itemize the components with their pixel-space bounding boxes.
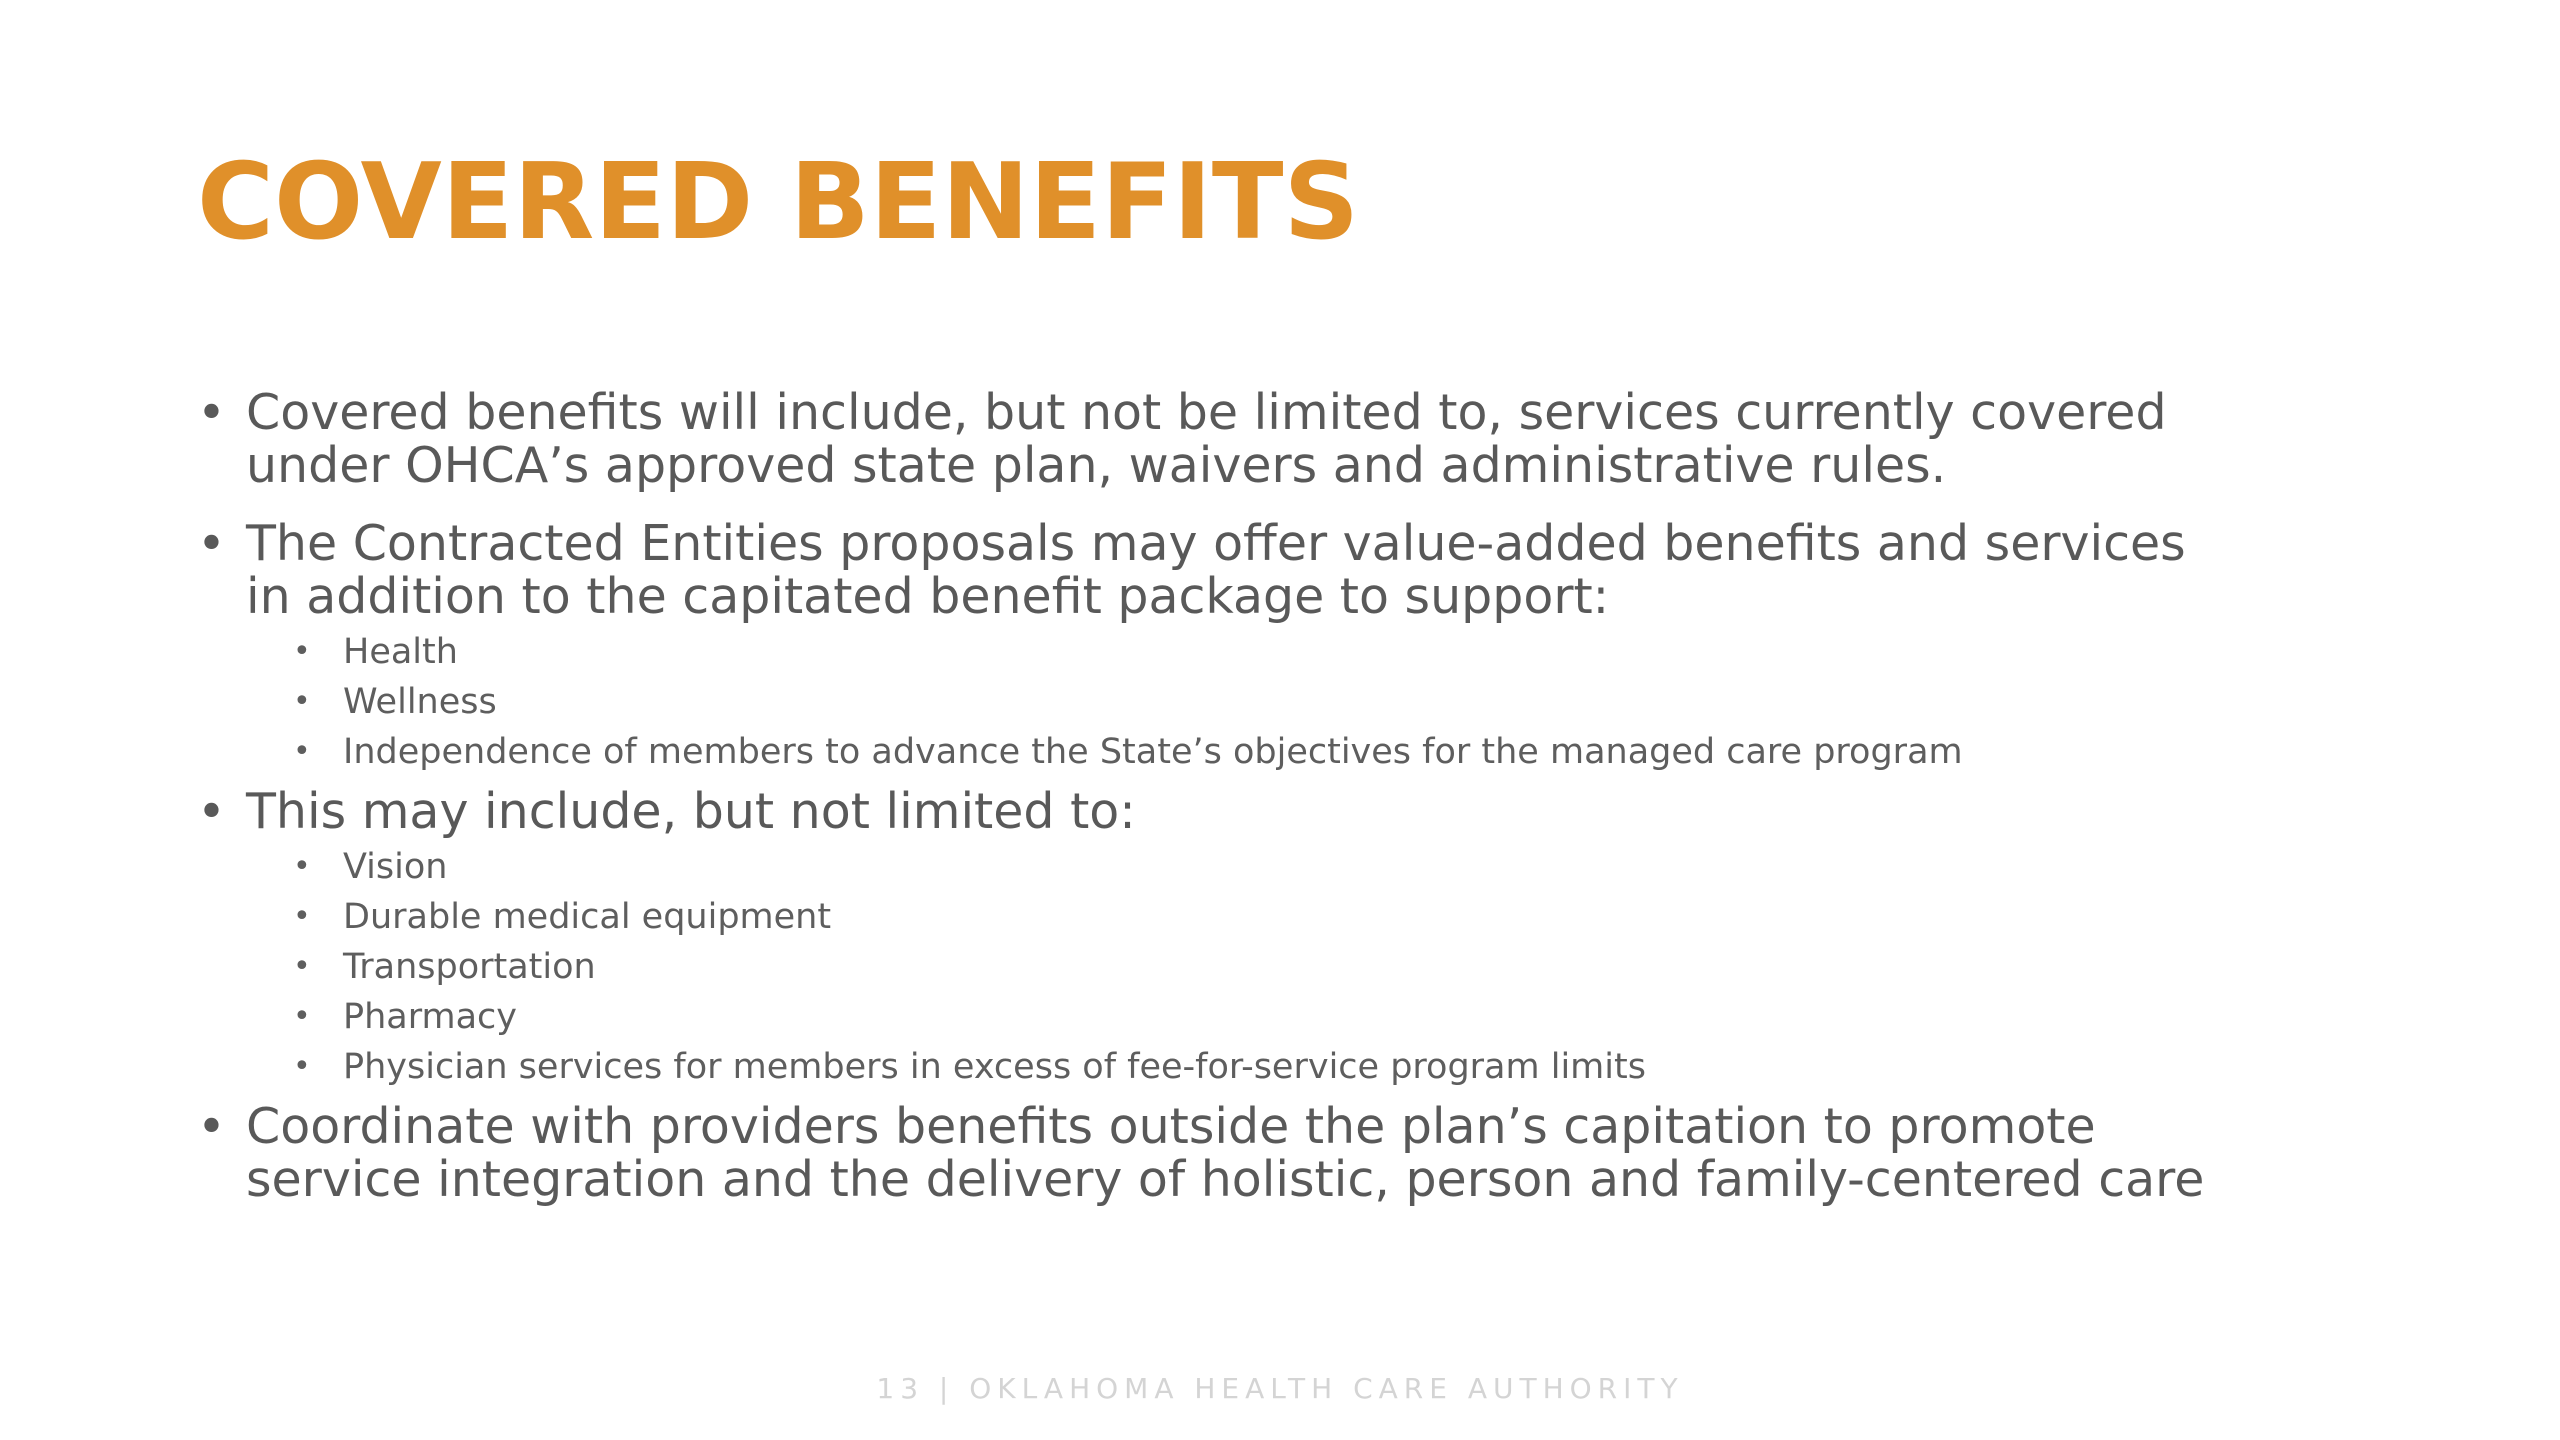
sub-bullet-text: Physician services for members in excess of fee-for-service program limits [343, 1047, 1646, 1087]
sub-bullet-text: Wellness [343, 682, 497, 722]
sub-bullet-list [197, 842, 2457, 1092]
sub-bullet-item [197, 727, 2457, 777]
bullet-list [197, 386, 2457, 1231]
bullet-text: Covered benefits will include, but not be limited to, services currently covered [246, 384, 2167, 441]
slide-title: COVERED BENEFITS [197, 141, 1360, 263]
sub-bullet-text: Independence of members to advance the State’s objectives for the managed care program [343, 732, 1963, 772]
bullet-dot-icon: • [293, 1049, 311, 1084]
bullet-dot-icon: • [293, 849, 311, 884]
sub-bullet-text: Transportation [343, 947, 596, 987]
bullet-item [197, 785, 2457, 838]
sub-bullet-text: Durable medical equipment [343, 897, 832, 937]
bullet-dot-icon: • [293, 999, 311, 1034]
sub-bullet-list [197, 627, 2457, 777]
sub-bullet-item [197, 677, 2457, 727]
bullet-dot-icon: • [197, 515, 226, 572]
bullet-dot-icon: • [293, 634, 311, 669]
sub-bullet-item [197, 842, 2457, 892]
sub-bullet-item [197, 1042, 2457, 1092]
bullet-text: The Contracted Entities proposals may offer value-added benefits and services [246, 515, 2186, 572]
bullet-dot-icon: • [293, 684, 311, 719]
bullet-text: This may include, but not limited to: [246, 783, 1136, 840]
sub-bullet-item [197, 992, 2457, 1042]
sub-bullet-text: Health [343, 632, 458, 672]
bullet-text: under OHCA’s approved state plan, waivers and administrative rules. [246, 437, 1947, 494]
bullet-dot-icon: • [197, 1098, 226, 1155]
bullet-text: Coordinate with providers benefits outside the plan’s capitation to promote [246, 1098, 2096, 1155]
bullet-dot-icon: • [293, 734, 311, 769]
bullet-item [197, 1100, 2457, 1206]
bullet-item [197, 386, 2457, 492]
bullet-dot-icon: • [197, 783, 226, 840]
sub-bullet-item [197, 942, 2457, 992]
bullet-dot-icon: • [293, 949, 311, 984]
bullet-text: in addition to the capitated benefit package to support: [246, 568, 1610, 625]
bullet-item [197, 517, 2457, 623]
bullet-dot-icon: • [197, 384, 226, 441]
sub-bullet-text: Vision [343, 847, 448, 887]
bullet-text: service integration and the delivery of holistic, person and family-centered care [246, 1151, 2205, 1208]
sub-bullet-text: Pharmacy [343, 997, 518, 1037]
sub-bullet-item [197, 892, 2457, 942]
sub-bullet-item [197, 627, 2457, 677]
slide-footer: 13 | OKLAHOMA HEALTH CARE AUTHORITY [876, 1372, 1684, 1405]
bullet-dot-icon: • [293, 899, 311, 934]
